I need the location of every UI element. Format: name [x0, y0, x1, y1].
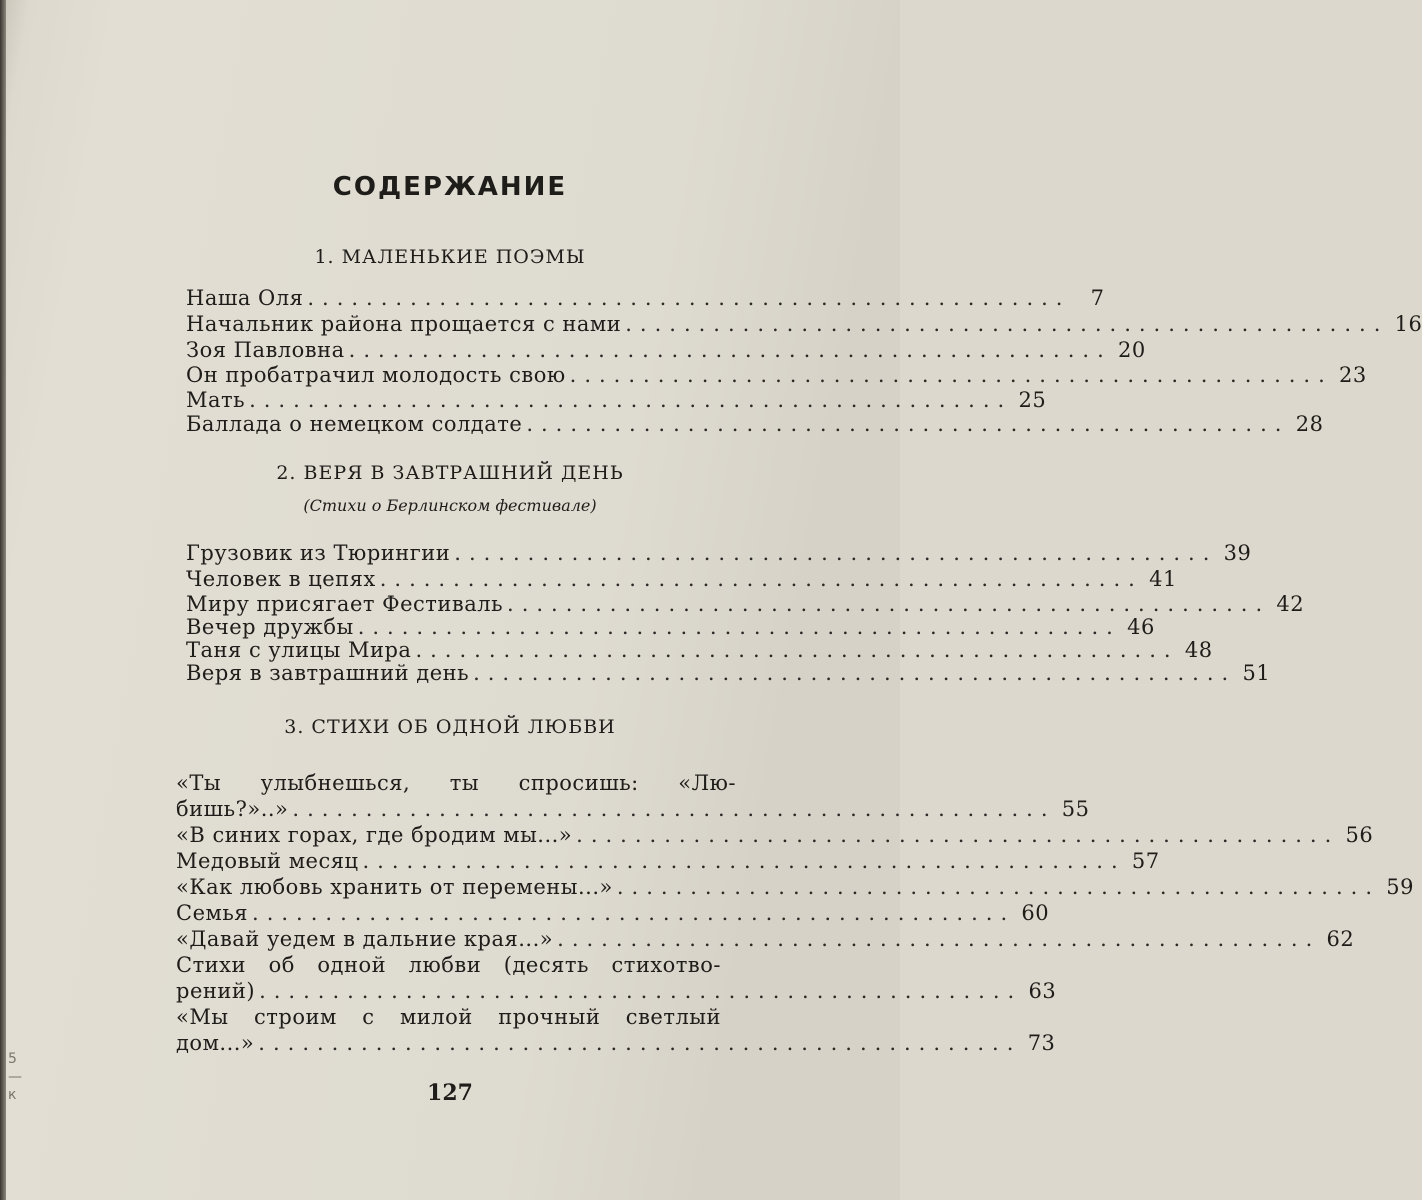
leader-dots: ....................................................	[415, 638, 1179, 662]
margin-marks: 5 — к	[8, 1051, 22, 1103]
entry-title-line1: «Ты улыбнешься, ты спросишь: «Лю-	[176, 771, 736, 795]
entry-page: 57	[1131, 849, 1160, 873]
entry-title: Медовый месяц	[176, 849, 359, 873]
toc-entry	[176, 1030, 1056, 1056]
leader-dots: ....................................................	[362, 849, 1126, 873]
entry-page: 39	[1223, 541, 1252, 565]
page-number: 127	[427, 1080, 473, 1106]
entry-page: 48	[1184, 638, 1213, 662]
toc-entry	[186, 540, 1252, 566]
toc-entry	[186, 660, 1271, 686]
entry-title: рений)	[176, 979, 256, 1003]
leader-dots: ....................................................	[379, 567, 1143, 591]
leader-dots: ....................................................	[252, 901, 1016, 925]
entry-page: 41	[1149, 567, 1177, 591]
toc-entry	[186, 311, 1422, 337]
toc-entry	[186, 411, 1324, 437]
entry-page: 25	[1018, 388, 1047, 412]
entry-page: 59	[1386, 875, 1414, 899]
entry-page: 62	[1326, 927, 1355, 951]
entry-page: 28	[1295, 412, 1324, 436]
entry-page: 63	[1028, 979, 1057, 1003]
toc-entry	[186, 285, 1105, 311]
entry-title: Грузовик из Тюрингии	[186, 541, 451, 565]
entry-page: 60	[1021, 901, 1050, 925]
entry-title-line1: Стихи об одной любви (десять стихотво-	[176, 953, 721, 977]
section-heading-2: 2. ВЕРЯ В ЗАВТРАШНИЙ ДЕНЬ	[276, 462, 624, 484]
toc-entry	[176, 848, 1160, 874]
entry-page: 51	[1242, 661, 1271, 685]
leader-dots: ....................................................	[307, 286, 1071, 310]
toc-entry	[176, 822, 1374, 848]
entry-page: 46	[1127, 615, 1155, 639]
page-title: СОДЕРЖАНИЕ	[332, 172, 568, 202]
toc-entry	[186, 387, 1047, 413]
entry-title: Баллада о немецком солдате	[186, 412, 523, 436]
leader-dots: ....................................................	[357, 615, 1121, 639]
leader-dots: ....................................................	[576, 823, 1340, 847]
entry-page: 56	[1345, 823, 1374, 847]
toc-entry	[176, 926, 1355, 952]
toc-entry	[186, 362, 1367, 388]
entry-title: Миру присягает Фестиваль	[186, 592, 504, 616]
entry-title: «Давай уедем в дальние края...»	[176, 927, 554, 951]
leader-dots: ....................................................	[292, 797, 1056, 821]
toc-entry	[186, 566, 1177, 592]
entry-title: бишь?»..»	[176, 797, 289, 821]
entry-title-line1: «Мы строим с милой прочный светлый	[176, 1005, 721, 1029]
entry-title: Он пробатрачил молодость свою	[186, 363, 566, 387]
entry-title: Зоя Павловна	[186, 338, 345, 362]
entry-page: 73	[1027, 1031, 1056, 1055]
entry-title: Человек в цепях	[186, 567, 376, 591]
section-heading-1: 1. МАЛЕНЬКИЕ ПОЭМЫ	[314, 246, 586, 268]
entry-page: 23	[1339, 363, 1367, 387]
leader-dots: ....................................................	[348, 338, 1112, 362]
entry-title: дом...»	[176, 1031, 255, 1055]
entry-page: 16	[1394, 312, 1422, 336]
toc-entry	[176, 978, 1057, 1004]
entry-page: 7	[1090, 286, 1105, 310]
leader-dots: ....................................................	[258, 1031, 1022, 1055]
leader-dots: ....................................................	[616, 875, 1380, 899]
leader-dots: ....................................................	[569, 363, 1333, 387]
leader-dots: ....................................................	[526, 412, 1290, 436]
entry-title: Вечер дружбы	[186, 615, 354, 639]
leader-dots: ....................................................	[557, 927, 1321, 951]
entry-title: «Как любовь хранить от перемены...»	[176, 875, 613, 899]
toc-entry	[176, 796, 1090, 822]
section-heading-3: 3. СТИХИ ОБ ОДНОЙ ЛЮБВИ	[284, 716, 616, 738]
entry-title: Таня с улицы Мира	[186, 638, 412, 662]
leader-dots: ....................................................	[473, 661, 1237, 685]
entry-title: Веря в завтрашний день	[186, 661, 470, 685]
leader-dots: ....................................................	[249, 388, 1013, 412]
leader-dots: ....................................................	[507, 592, 1271, 616]
toc-entry	[176, 900, 1050, 926]
section-subtitle: (Стихи о Берлинском фестивале)	[303, 496, 597, 515]
entry-page: 55	[1061, 797, 1090, 821]
leader-dots: ....................................................	[259, 979, 1023, 1003]
entry-title: Начальник района прощается с нами	[186, 312, 622, 336]
leader-dots: ....................................................	[454, 541, 1218, 565]
entry-title: Мать	[186, 388, 246, 412]
entry-title: «В синих горах, где бродим мы...»	[176, 823, 573, 847]
entry-title: Наша Оля	[186, 286, 304, 310]
leader-dots: ....................................................	[625, 312, 1389, 336]
entry-title: Семья	[176, 901, 249, 925]
toc-entry	[186, 337, 1146, 363]
entry-page: 42	[1276, 592, 1305, 616]
toc-entry	[176, 874, 1414, 900]
entry-page: 20	[1118, 338, 1146, 362]
